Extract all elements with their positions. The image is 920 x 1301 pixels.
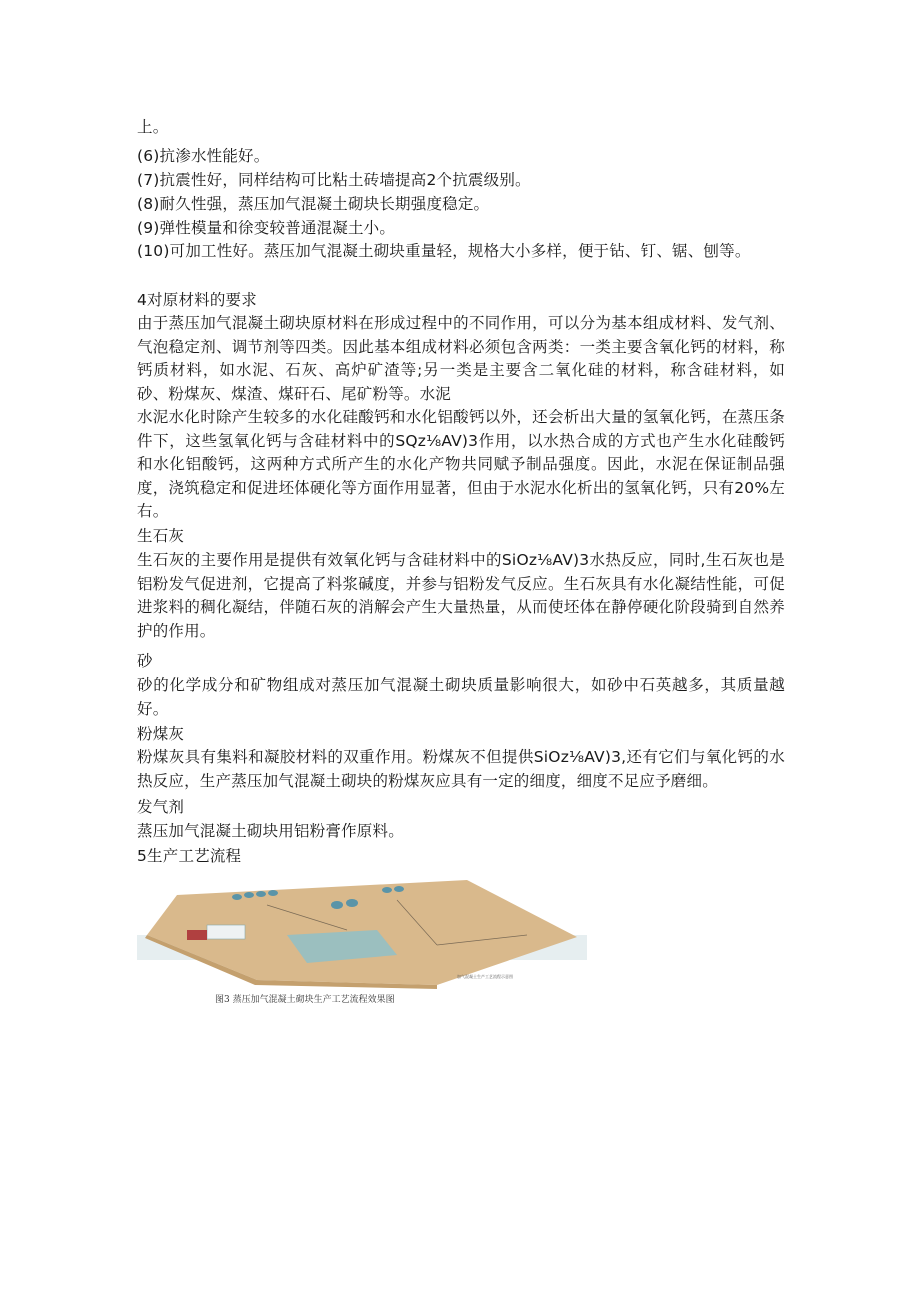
silo-icon bbox=[268, 890, 278, 896]
heading-foaming-agent: 发气剂 bbox=[137, 798, 185, 816]
silo-icon bbox=[232, 894, 242, 900]
paragraph-foaming-agent: 蒸压加气混凝土砌块用铝粉膏作原料。 bbox=[137, 822, 404, 840]
paragraph-cement: 水泥水化时除产生较多的水化硅酸钙和水化铝酸钙以外，还会析出大量的氢氧化钙，在蒸压条件下，这些氢氧化钙与含硅材料中的SQz⅛AV)3作用，以水热合成的方式也产生水化硅酸钙和水化铝酸钙，这两种方式所产生的水化产物共同赋予制品强度。因此，水泥在保证制品强度，浇筑稳定和促进坯体硬化等方面作用显著，但由于水泥水化析出的氢氧化钙，只有20%左右。 bbox=[137, 408, 785, 521]
list-item-8: (8)耐久性强，蒸压加气混凝土砌块长期强度稳定。 bbox=[137, 195, 490, 213]
red-building bbox=[187, 930, 207, 940]
paragraph-lime: 生石灰的主要作用是提供有效氧化钙与含硅材料中的SiOz⅛AV)3水热反应，同时,生石灰也是铝粉发气促进剂，它提高了料浆碱度，并参与铝粉发气反应。生石灰具有水化凝结性能，可促进浆料的稠化凝结，伴随石灰的消解会产生大量热量，从而使坯体在静停硬化阶段骑到自然养护的作用。 bbox=[137, 551, 785, 640]
list-item-6: (6)抗渗水性能好。 bbox=[137, 147, 270, 165]
heading-sand: 砂 bbox=[137, 652, 153, 670]
heading-flyash: 粉煤灰 bbox=[137, 725, 185, 743]
figure-caption: 图3 蒸压加气混凝土砌块生产工艺流程效果图 bbox=[215, 995, 395, 1005]
section-4-heading: 4对原材料的要求 bbox=[137, 291, 257, 309]
silo-icon bbox=[244, 892, 254, 898]
list-item-9: (9)弹性模量和徐变较普通混凝土小。 bbox=[137, 219, 396, 237]
silo-icon bbox=[331, 901, 343, 909]
factory-illustration bbox=[137, 875, 587, 990]
figure-inner-label: 加气混凝土生产工艺流程示意图 bbox=[457, 974, 513, 979]
silo-icon bbox=[394, 886, 404, 892]
paragraph-materials: 由于蒸压加气混凝土砌块原材料在形成过程中的不同作用，可以分为基本组成材料、发气剂、气泡稳定剂、调节剂等四类。因此基本组成材料必须包含两类：一类主要含氧化钙的材料，称钙质材料，如水泥、石灰、高炉矿渣等;另一类是主要含二氧化硅的材料，称含硅材料，如砂、粉煤灰、煤渣、煤矸石、尾矿粉等。水泥 bbox=[137, 314, 785, 403]
silo-icon bbox=[382, 887, 392, 893]
heading-lime: 生石灰 bbox=[137, 527, 185, 545]
silo-icon bbox=[346, 899, 358, 907]
production-process-figure bbox=[137, 875, 587, 1010]
paragraph-flyash: 粉煤灰具有集料和凝胶材料的双重作用。粉煤灰不但提供SiOz⅛AV)3,还有它们与氧化钙的水热反应，生产蒸压加气混凝土砌块的粉煤灰应具有一定的细度，细度不足应予磨细。 bbox=[137, 748, 785, 790]
silo-icon bbox=[256, 891, 266, 897]
list-item-7: (7)抗震性好，同样结构可比粘土砖墙提高2个抗震级别。 bbox=[137, 171, 531, 189]
list-item-10: (10)可加工性好。蒸压加气混凝土砌块重量轻，规格大小多样，便于钻、钉、锯、刨等。 bbox=[137, 242, 751, 260]
warehouse-building bbox=[207, 925, 245, 939]
section-5-heading: 5生产工艺流程 bbox=[137, 847, 242, 865]
paragraph-sand: 砂的化学成分和矿物组成对蒸压加气混凝土砌块质量影响很大，如砂中石英越多，其质量越好。 bbox=[137, 676, 785, 718]
text-line-continuation: 上。 bbox=[137, 118, 169, 136]
